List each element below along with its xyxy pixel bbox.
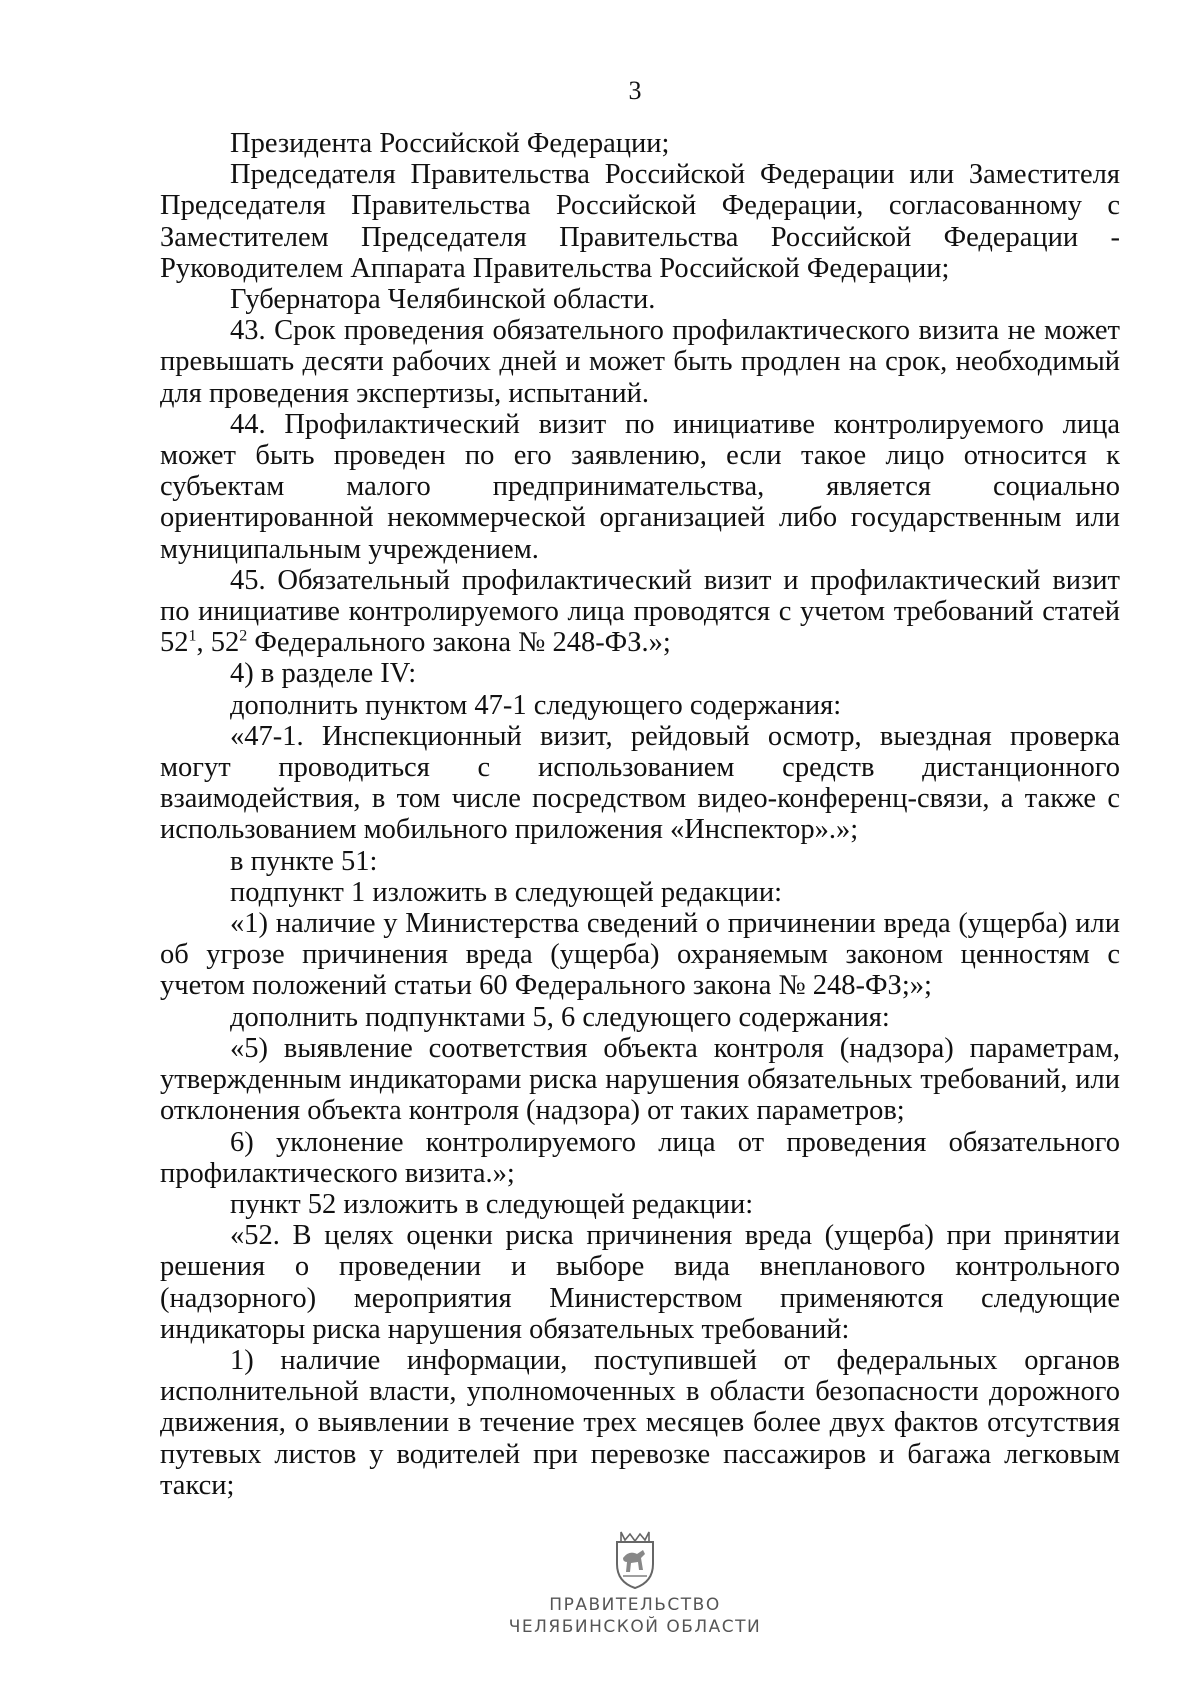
footer-org-line-1: ПРАВИТЕЛЬСТВО — [549, 1595, 721, 1615]
paragraph-subpoint-1: «1) наличие у Министерства сведений о причинении вреда (ущерба) или об угрозе причинения вреда (ущерба) охраняемым законом ценностям с учетом положений статьи 60 Федерального закона № 248-ФЗ;»; — [160, 908, 1120, 1002]
paragraph-45-text-1: 45. Обязательный профилактический визит и профилактический визит по инициативе контролируемого лица проводятся с учетом требований статей 52 — [160, 564, 1120, 659]
paragraph-subpoint-5: «5) выявление соответствия объекта контроля (надзора) параметрам, утвержденным индикаторами риска нарушения обязательных требований, или отклонения объекта контроля (надзора) от таких параметров; — [160, 1032, 1120, 1127]
paragraph-45-text-3: Федерального закона № 248-ФЗ.»; — [247, 627, 671, 659]
superscript-2: 2 — [239, 627, 248, 645]
paragraph-45-text-2: , 52 — [196, 627, 240, 659]
paragraph-president: Президента Российской Федерации; — [230, 128, 670, 159]
paragraph-point-52-intro: пункт 52 изложить в следующей редакции: — [230, 1188, 754, 1220]
paragraph-52: «52. В целях оценки риска причинения вреда (ущерба) при принятии решения о проведении и выборе вида внепланового контрольного (надзорного) мероприятия Министерством применяются следующие индикаторы риска нарушения обязательных требований: — [160, 1220, 1120, 1345]
page-number: 3 — [628, 76, 642, 105]
paragraph-subpoint-6: 6) уклонение контролируемого лица от проведения обязательного профилактического визита.»; — [160, 1126, 1120, 1189]
document-body — [160, 128, 1120, 1501]
paragraph-add-47-1: дополнить пунктом 47-1 следующего содержания: — [230, 689, 842, 721]
paragraph-43: 43. Срок проведения обязательного профилактического визита не может превышать десяти рабочих дней и может быть продлен на срок, необходимый для проведения экспертизы, испытаний. — [160, 315, 1120, 409]
paragraph-44: 44. Профилактический визит по инициативе контролируемого лица может быть проведен по его заявлению, если такое лицо относится к субъектам малого предпринимательства, является социально ориентированной некоммерческой организацией либо государственным или муниципальным учреждением. — [160, 408, 1120, 565]
chelyabinsk-coat-of-arms-icon — [611, 1528, 659, 1590]
paragraph-point-51: в пункте 51: — [230, 845, 378, 877]
footer-org-line-2: ЧЕЛЯБИНСКОЙ ОБЛАСТИ — [508, 1617, 762, 1637]
paragraph-add-5-6: дополнить подпунктами 5, 6 следующего содержания: — [230, 1001, 890, 1033]
paragraph-section-iv: 4) в разделе IV: — [230, 658, 417, 690]
footer-emblem-block — [0, 1528, 1200, 1638]
paragraph-45 — [160, 565, 1120, 659]
paragraph-chairman: Председателя Правительства Российской Федерации или Заместителя Председателя Правительства Российской Федерации, согласованному с Заместителем Председателя Правительства Российской Федерации - Руководителем Аппарата Правительства Российской Федерации; — [160, 159, 1120, 284]
paragraph-47-1: «47-1. Инспекционный визит, рейдовый осмотр, выездная проверка могут проводиться с использованием средств дистанционного взаимодействия, в том числе посредством видео-конференц-связи, а также с использованием мобильного приложения «Инспектор».»; — [160, 720, 1120, 846]
paragraph-governor: Губернатора Челябинской области. — [230, 284, 656, 316]
paragraph-indicator-1: 1) наличие информации, поступившей от федеральных органов исполнительной власти, уполномоченных в области безопасности дорожного движения, о выявлении в течение трех месяцев более двух фактов отсутствия путевых листов у водителей при перевозке пассажиров и багажа легковым такси; — [160, 1344, 1120, 1501]
superscript-1: 1 — [188, 627, 197, 645]
paragraph-subpoint-1-intro: подпункт 1 изложить в следующей редакции: — [230, 876, 783, 908]
